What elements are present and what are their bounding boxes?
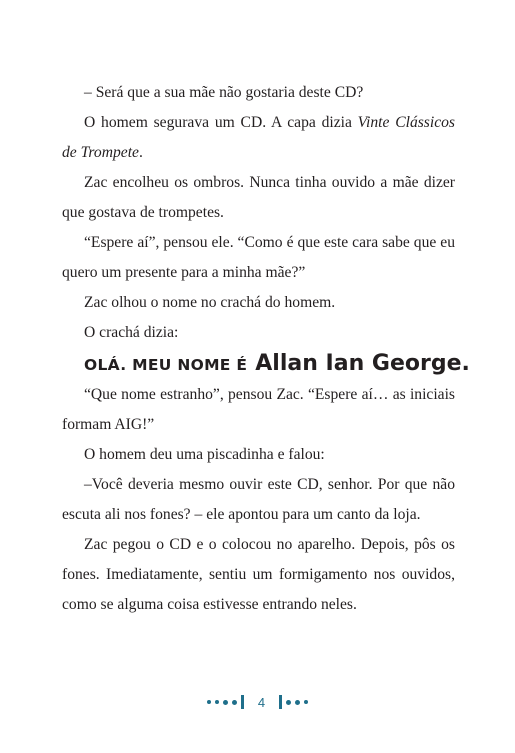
paragraph-6: O crachá dizia:	[84, 324, 179, 341]
footer-dot-icon	[215, 700, 219, 704]
name-badge-prefix: OLÁ. MEU NOME É	[84, 356, 248, 374]
book-page	[62, 78, 470, 620]
paragraph-9: –Você deveria mesmo ouvir este CD, senhor. Por que não escuta ali nos fones? – ele apontou para um canto da loja.	[62, 476, 455, 523]
footer-dot-icon	[232, 700, 237, 705]
footer-dot-icon	[223, 700, 228, 705]
footer-dots-right	[279, 695, 308, 709]
footer-bar-icon	[279, 695, 282, 709]
page-number: 4	[257, 694, 266, 710]
paragraph-5: Zac olhou o nome no crachá do homem.	[84, 294, 336, 311]
paragraph-3: Zac encolheu os ombros. Nunca tinha ouvido a mãe dizer que gostava de trompetes.	[62, 174, 455, 221]
footer-dot-icon	[304, 700, 308, 704]
name-badge	[62, 348, 470, 380]
paragraph-4: “Espere aí”, pensou ele. “Como é que este cara sabe que eu quero um presente para a minha mãe?”	[62, 234, 455, 281]
paragraph-1: – Será que a sua mãe não gostaria deste CD?	[84, 84, 364, 101]
footer-dot-icon	[295, 700, 300, 705]
page-footer	[0, 692, 515, 712]
footer-dots-left	[207, 695, 244, 709]
footer-dot-icon	[207, 700, 211, 704]
cd-title: Vinte Clássicos de Trompete	[62, 114, 455, 161]
name-badge-name: Allan Ian George.	[255, 351, 470, 376]
paragraph-7: “Que nome estranho”, pensou Zac. “Espere aí… as iniciais formam AIG!”	[62, 386, 455, 433]
footer-dot-icon	[286, 700, 291, 705]
cd-title-period: .	[138, 144, 143, 161]
paragraph-2	[62, 108, 455, 168]
footer-bar-icon	[241, 695, 244, 709]
paragraph-10: Zac pegou o CD e o colocou no aparelho. Depois, pôs os fones. Imediatamente, sentiu um formigamento nos ouvidos, como se alguma coisa estivesse entrando neles.	[62, 536, 455, 613]
paragraph-2-text: O homem segurava um CD. A capa dizia	[84, 114, 358, 131]
paragraph-8: O homem deu uma piscadinha e falou:	[84, 446, 325, 463]
